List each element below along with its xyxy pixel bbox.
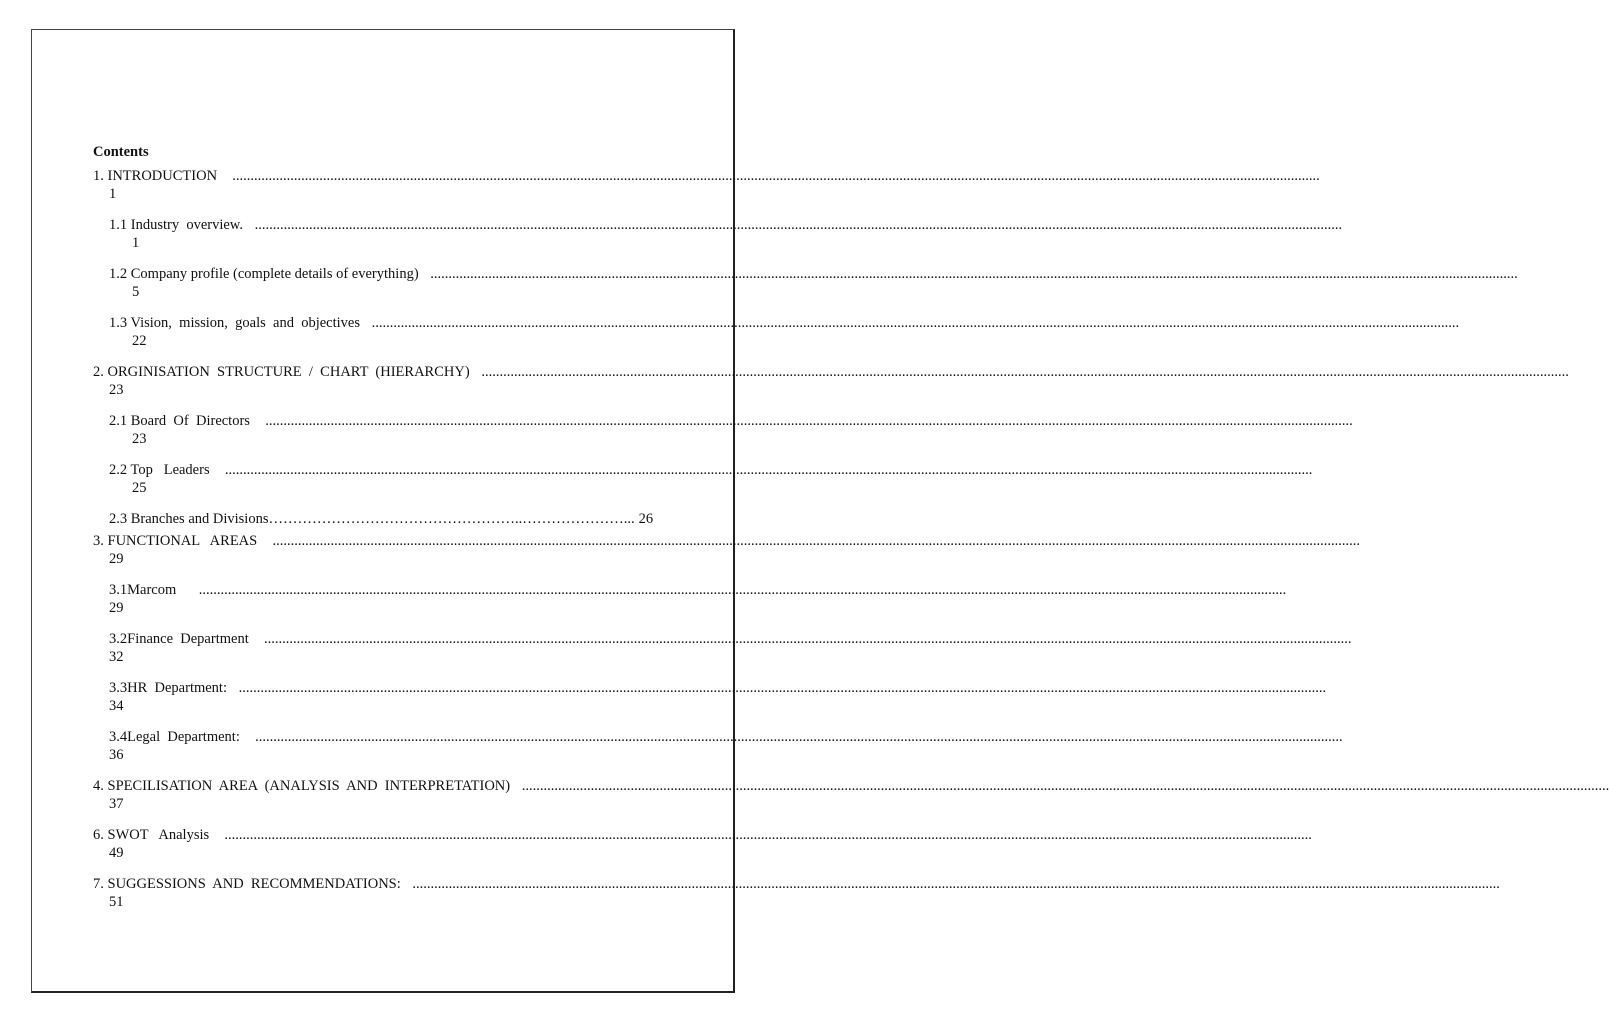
- dot-leader: ............................................................................................................................................................................................................................................................................................................: [521, 778, 1609, 794]
- toc-entry-marcom[interactable]: [93, 581, 1287, 617]
- dot-leader: ............................................................................................................................................................................................................................................................................................................: [263, 631, 1352, 647]
- toc-entry-label: 3.1Marcom: [109, 582, 191, 598]
- dot-leader: ............................................................................................................................................................................................................................................................................................................: [430, 266, 1518, 282]
- toc-entry-label: 3.3HR Department:: [109, 680, 231, 696]
- toc-entry-specialisation-area[interactable]: [93, 777, 1609, 813]
- dot-leader: ............................................................................................................................................................................................................................................................................................................: [224, 827, 1312, 843]
- toc-entry-label: 3.4Legal Department:: [109, 729, 248, 745]
- toc-page-number: 1: [132, 235, 140, 251]
- dot-leader: ............................................................................................................................................................................................................................................................................................................: [254, 217, 1343, 233]
- toc-entry-functional-areas[interactable]: [93, 532, 1360, 568]
- toc-page-number: 32: [109, 649, 124, 665]
- dot-leader: ............................................................................................................................................................................................................................................................................................................: [272, 533, 1360, 549]
- toc-entry-finance-department[interactable]: [93, 630, 1352, 666]
- toc-page-number: 34: [109, 698, 124, 714]
- toc-entry-top-leaders[interactable]: [93, 461, 1313, 497]
- dot-leader: ............................................................................................................................................................................................................................................................................................................: [238, 680, 1327, 696]
- toc-entry-label: 7. SUGGESSIONS AND RECOMMENDATIONS:: [93, 876, 405, 892]
- toc-entry-industry-overview[interactable]: [93, 216, 1343, 252]
- toc-entry-label: 1.1 Industry overview.: [109, 217, 247, 233]
- toc-page-number: 49: [109, 845, 124, 861]
- contents-heading: Contents: [93, 144, 149, 160]
- toc-entry-hr-department[interactable]: [93, 679, 1327, 715]
- toc-page-number: 26: [638, 511, 654, 527]
- toc-entry-company-profile[interactable]: [93, 265, 1518, 301]
- toc-page-number: 23: [132, 431, 147, 447]
- toc-entry-vision-mission[interactable]: [93, 314, 1460, 350]
- dot-leader: ……………………………………………..…………………...: [268, 511, 635, 527]
- toc-entry-legal-department[interactable]: [93, 728, 1343, 764]
- toc-entry-label: 1.3 Vision, mission, goals and objectives: [109, 315, 364, 331]
- dot-leader: ............................................................................................................................................................................................................................................................................................................: [198, 582, 1287, 598]
- dot-leader: ............................................................................................................................................................................................................................................................................................................: [265, 413, 1353, 429]
- toc-entry-swot-analysis[interactable]: [93, 826, 1312, 862]
- toc-entry-label: 2.1 Board Of Directors: [109, 413, 258, 429]
- dot-leader: ............................................................................................................................................................................................................................................................................................................: [224, 462, 1313, 478]
- dot-leader: ............................................................................................................................................................................................................................................................................................................: [255, 729, 1343, 745]
- toc-page-number: 51: [109, 894, 124, 910]
- toc-page-number: 23: [109, 382, 124, 398]
- toc-entry-label: 2.3 Branches and Divisions: [109, 511, 269, 527]
- toc-page-number: 5: [132, 284, 140, 300]
- toc-entry-organisation-structure[interactable]: [93, 363, 1569, 399]
- toc-entry-label: 2. ORGINISATION STRUCTURE / CHART (HIERARCHY): [93, 364, 474, 380]
- toc-page-number: 36: [109, 747, 124, 763]
- dot-leader: ............................................................................................................................................................................................................................................................................................................: [412, 876, 1500, 892]
- toc-entry-label: 2.2 Top Leaders: [109, 462, 217, 478]
- toc-entry-label: 1.2 Company profile (complete details of everything): [109, 266, 423, 282]
- toc-entry-label: 1. INTRODUCTION: [93, 168, 225, 184]
- toc-entry-label: 3. FUNCTIONAL AREAS: [93, 533, 265, 549]
- dot-leader: ............................................................................................................................................................................................................................................................................................................: [481, 364, 1569, 380]
- table-of-contents: [93, 143, 1609, 924]
- toc-entry-introduction[interactable]: [93, 167, 1320, 203]
- dot-leader: ............................................................................................................................................................................................................................................................................................................: [232, 168, 1320, 184]
- toc-page-number: 29: [109, 600, 124, 616]
- toc-entry-branches-divisions[interactable]: [93, 510, 676, 528]
- toc-page-number: 22: [132, 333, 147, 349]
- toc-entry-label: 4. SPECILISATION AREA (ANALYSIS AND INTERPRETATION): [93, 778, 514, 794]
- toc-entry-label: 6. SWOT Analysis: [93, 827, 217, 843]
- toc-page-number: 37: [109, 796, 124, 812]
- toc-entry-board-of-directors[interactable]: [93, 412, 1353, 448]
- dot-leader: ............................................................................................................................................................................................................................................................................................................: [371, 315, 1460, 331]
- toc-page-number: 25: [132, 480, 147, 496]
- toc-page-number: 29: [109, 551, 124, 567]
- toc-entry-label: 3.2Finance Department: [109, 631, 256, 647]
- toc-entry-suggestions[interactable]: [93, 875, 1500, 911]
- toc-page-number: 1: [109, 186, 117, 202]
